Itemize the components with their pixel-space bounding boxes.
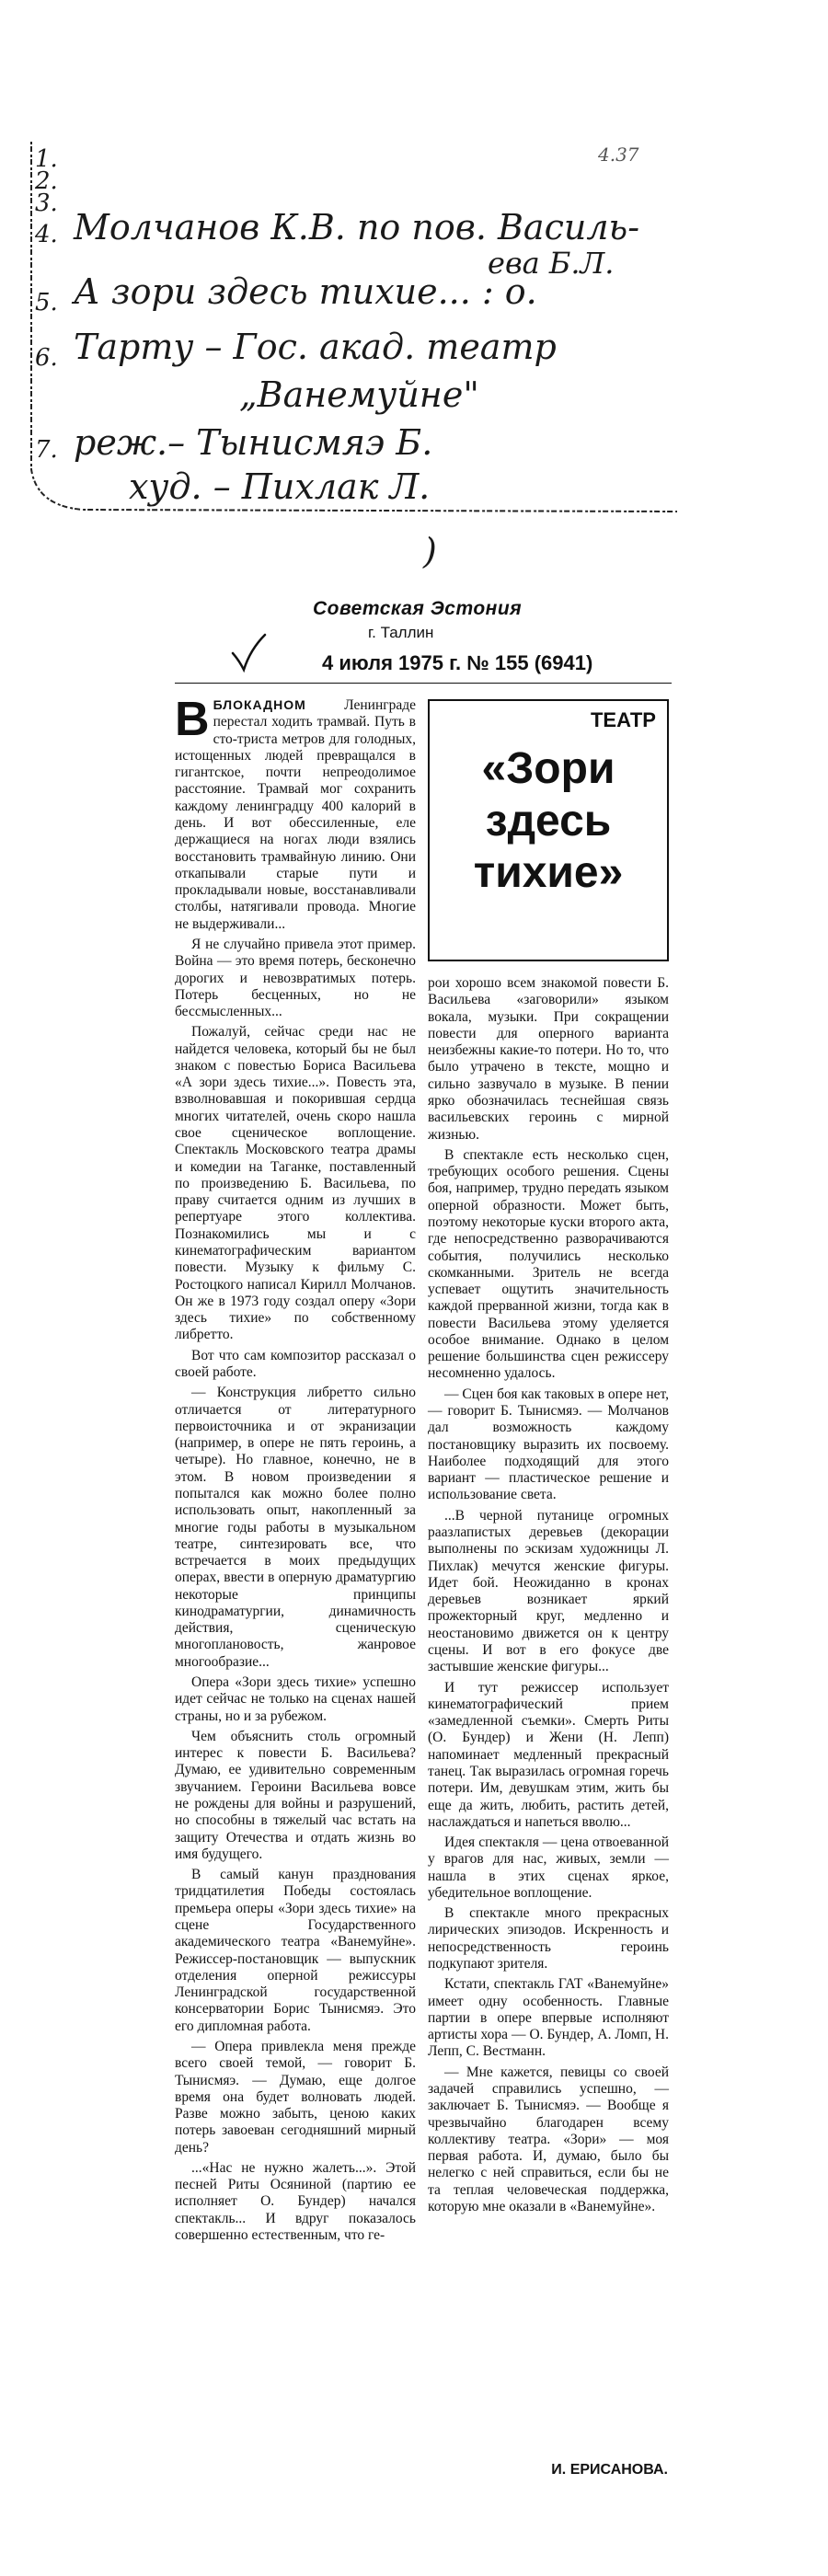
note-paren-mark: ) [423,531,437,571]
newspaper-clipping [166,580,681,2493]
headline-box [428,699,669,961]
note-line-number: 5. [35,289,58,316]
article-paragraph: Идея спектакля — цена отвоеванной у врагов для нас, живых, земли — нашла в этих сценах яркое, убедительное воплощение. [428,1834,669,1901]
article-paragraph: В самый канун празднования тридцатилетия Победы состоялась премьера оперы «Зори здесь тихие» на сцене Государственного академического театра «Ванемуйне». Режиссер-постановщик — выпускник отделения оперной режиссуры Ленинградской государственной консерватории Борис Тынисмяэ. Это его дипломная работа. [175,1867,416,2034]
note-theatre-name-line: „Ванемуйне" [239,374,479,415]
article-paragraph: Пожалуй, сейчас среди нас не найдется человека, который бы не был знаком с повестью Бориса Васильева «А зори здесь тихие...». Повесть эта, взволновавшая и покорившая сердца многих читателей, очень скоро нашла свое сценическое воплощение. Спектакль Московского театра драмы и комедии на Таганке, поставленный по произведению Б. Васильева, по праву считается одним из лучших в репертуаре этого коллектива. Познакомились мы и с кинематографическим вариантом повести. Музыку к фильму С. Ростоцкого написал Кирилл Молчанов. Он же в 1973 году создал оперу «Зори здесь тихие» по собственному либретто. [175,1024,416,1343]
handwritten-note-card [28,138,681,571]
article-paragraph: И тут режиссер использует кинематографический прием «замедленной съемки». Смерть Риты (О. Бундер) и Жени (Н. Лепп) напоминает медленный прекрасный танец. Так выразилась огромная горечь потери. Им, девушкам этим, жить бы еще да жить, любить, растить детей, наслаждаться и напеться вволю... [428,1679,669,1830]
header-divider [175,683,672,684]
note-line-number: 2. [35,167,58,195]
article-lead-paragraph [175,693,416,933]
article-paragraph: — Опера привлекла меня прежде всего своей темой, — говорит Б. Тынисмяэ. — Думаю, еще долгое время она будет волновать людей. Разве можно забыть, ценою каких потерь завоеван сегодняшний мирный день? [175,2038,416,2156]
article-paragraph: Чем объяснить столь огромный интерес к повести Б. Васильева? Думаю, ее удивительно современным звучанием. Героини Васильева вовсе не рождены для войны и разрушений, но способны в тяжелый час встать на защиту Отечества и отдать жизнь во имя будущего. [175,1728,416,1862]
newspaper-masthead: Советская Эстония [313,598,523,619]
article-paragraph: — Сцен боя как таковых в опере нет, — говорит Б. Тынисмяэ. — Молчанов дал возможность каждому постановщику выразить их посвоему. Наиболее подходящий для этого вариант — пластическое решение и использование света. [428,1386,669,1503]
note-director-line: реж.– Тынисмяэ Б. [74,422,433,463]
note-artist-line: худ. – Пихлак Л. [129,466,431,507]
lead-word: БЛОКАДНОМ [213,697,306,712]
note-title-line: А зори здесь тихие... : о. [74,271,537,312]
newspaper-city: г. Таллин [368,624,434,641]
article-paragraph: Я не случайно привела этот пример. Война — это время потерь, бесконечно дорогих и невозвратимых потерь. Потерь бесценных, но не бессмысленных... [175,936,416,1020]
note-line-number: 4. [35,221,58,248]
note-corner-mark: 4.37 [598,144,639,166]
article-paragraph: ...В черной путанице огромных раазлапистых деревьев (декорации выполнены по эскизам художницы Л. Пихлак) мечутся женские фигуры. Идет бой. Неожиданно в кронах деревьев возникает яркий прожекторный круг, медленно и неостановимо движется он к центру сцены. И вот в его фокусе две застывшие женские фигуры... [428,1507,669,1675]
issue-date-number: 4 июля 1975 г. № 155 (6941) [322,651,593,674]
note-theatre-line: Тарту – Гос. акад. театр [74,327,557,367]
article-author: И. ЕРИСАНОВА. [551,2462,668,2478]
article-headline: «Зори здесь тихие» [473,744,624,898]
article-paragraph: Опера «Зори здесь тихие» успешно идет сейчас не только на сценах нашей страны, но и за рубежом. [175,1674,416,1724]
section-rubric: ТЕАТР [590,708,656,731]
article-column-right [428,975,669,2219]
article-paragraph: Вот что сам композитор рассказал о своей работе. [175,1347,416,1380]
article-paragraph: — Конструкция либретто сильно отличается от литературного первоисточника и от экранизации (например, в опере не пять героинь, а четыре). Но главное, конечно, не в этом. В новом произведении я попытался как можно более полно использовать опыт, накопленный за многие годы работы в музыкальном театре, синтезировать все, что встречается в моих предыдущих операх, ввести в оперную драматургию некоторые принципы кинодраматургии, динамичность действия, сценическую многоплановость, жанровое многообразие... [175,1385,416,1670]
drop-cap: В [175,693,210,746]
checkmark-icon [230,633,267,673]
article-paragraph: — Мне кажется, певицы со своей задачей справились успешно, — заключает Б. Тынисмяэ. — Вообще я чрезвычайно благодарен всему коллективу театра. «Зори» — моя первая работа. И, думаю, было бы нелегко с ней справиться, если бы не та теплая человеческая поддержка, которую мне оказали в «Ванемуйне». [428,2064,669,2214]
note-line-number: 3. [35,190,58,217]
note-composer-line: Молчанов К.В. по пов. Василь- [74,207,640,247]
note-line-number: 1. [35,145,58,173]
lead-paragraph-text: Ленинграде перестал ходить трамвай. Путь в сто-триста метров для голодных, истощенных людей превращался в гигантское, почти непреодолимое расстояние. Трамвай мог сохранить каждому ленинградцу 400 калорий в день. И вот обессиленные, еле держащиеся на ногах люди взялись восстановить трамвайную линию. Они откапывали старые пути и прокладывали новые, восстанавливали столбы, натягивали провода. Многие не выдерживали... [175,697,416,932]
article-paragraph: рои хорошо всем знакомой повести Б. Васильева «заговорили» языком вокала, музыки. При сокращении повести для оперного варианта неизбежны какие-то потери. Но то, что было утрачено в тексте, мощно и сильно зазвучало в музыке. В пении ярко обозначилась теснейшая связь васильевских героинь с мирной жизнью. [428,975,669,1143]
article-paragraph: В спектакле есть несколько сцен, требующих особого решения. Сцены боя, например, трудно передать языком оперной образности. Может быть, поэтому некоторые куски второго акта, где непосредственно разворачиваются события, получились несколько скомканными. Зритель не всегда успевает ощутить значительность каждой прерванной жизни, тогда как в повести Васильева этому уделяется особое внимание. Однако в целом решение большинства сцен режиссеру несомненно удалось. [428,1146,669,1382]
article-column-left [175,693,416,2248]
note-line-number: 6. [35,344,58,372]
article-paragraph: ...«Нас не нужно жалеть...». Этой песней Риты Осяниной (партию ее исполняет О. Бундер) начался спектакль... И вдруг показалось совершенно естественным, что ге- [175,2159,416,2244]
note-line-number: 7. [35,436,58,464]
article-paragraph: Кстати, спектакль ГАТ «Ванемуйне» имеет одну особенность. Главные партии в опере впервые исполняют артисты хора — О. Бундер, А. Ломп, Н. Лепп, С. Вестманн. [428,1976,669,2060]
article-paragraph: В спектакле много прекрасных лирических эпизодов. Искренность и непосредственность героинь подкупают зрителя. [428,1905,669,1972]
note-author-line: ева Б.Л. [488,246,615,281]
